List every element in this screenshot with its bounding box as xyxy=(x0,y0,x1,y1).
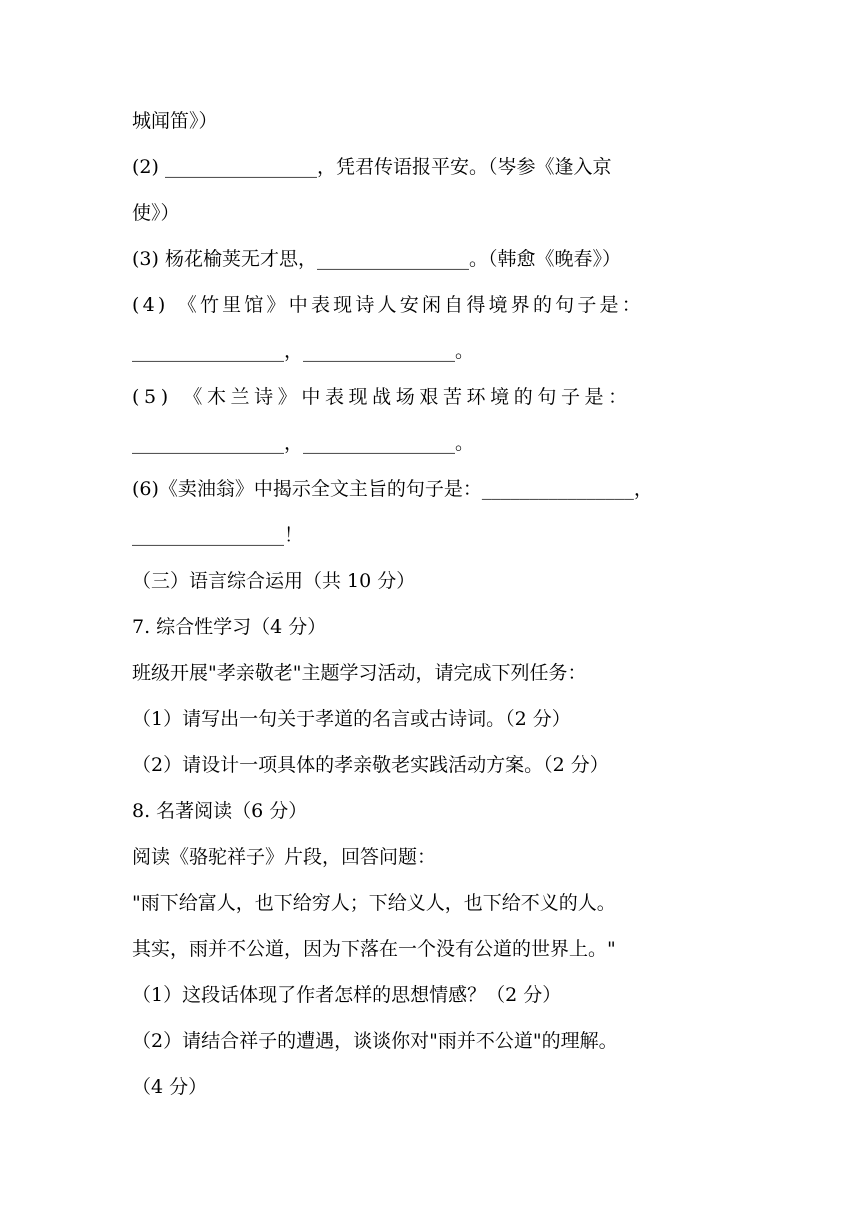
question-7-intro: 班级开展"孝亲敬老"主题学习活动，请完成下列任务： xyxy=(132,662,587,684)
question-4-line: (4) 《竹里馆》中表现诗人安闲自得境界的句子是： xyxy=(132,294,644,316)
passage-line-1: "雨下给富人，也下给穷人；下给义人，也下给不义的人。 xyxy=(132,892,616,914)
question-3-line: (3) 杨花榆荚无才思，________________。（韩愈《晚春》） xyxy=(132,248,621,270)
question-6-blank: ________________！ xyxy=(132,524,304,546)
question-6-line: (6)《卖油翁》中揭示全文主旨的句子是：________________， xyxy=(132,478,653,500)
question-8-task-1: （1）这段话体现了作者怎样的思想情感？（2 分） xyxy=(132,984,562,1006)
passage-line-2: 其实，雨并不公道，因为下落在一个没有公道的世界上。" xyxy=(132,938,616,960)
question-8-intro: 阅读《骆驼祥子》片段，回答问题： xyxy=(132,846,437,868)
question-8-task-2: （2）请结合祥子的遭遇，谈谈你对"雨并不公道"的理解。 xyxy=(132,1030,618,1052)
document-page xyxy=(132,98,742,1110)
question-8-task-2-score: （4 分） xyxy=(132,1076,208,1098)
text-line-1: 城闻笛》） xyxy=(132,110,218,132)
question-7-heading: 7. 综合性学习（4 分） xyxy=(132,616,327,638)
section-3-heading: （三）语言综合运用（共 10 分） xyxy=(132,570,416,592)
question-2-line: (2) ________________，凭君传语报平安。（岑参《逢入京 xyxy=(132,156,612,178)
question-4-blanks: ________________，________________。 xyxy=(132,340,475,362)
question-7-task-1: （1）请写出一句关于孝道的名言或古诗词。（2 分） xyxy=(132,708,571,730)
question-5-line: (5) 《木兰诗》中表现战场艰苦环境的句子是： xyxy=(132,386,632,408)
question-8-heading: 8. 名著阅读（6 分） xyxy=(132,800,308,822)
question-2-source-continued: 使》） xyxy=(132,202,180,224)
question-7-task-2: （2）请设计一项具体的孝亲敬老实践活动方案。（2 分） xyxy=(132,754,609,776)
question-5-blanks: ________________，________________。 xyxy=(132,432,475,454)
